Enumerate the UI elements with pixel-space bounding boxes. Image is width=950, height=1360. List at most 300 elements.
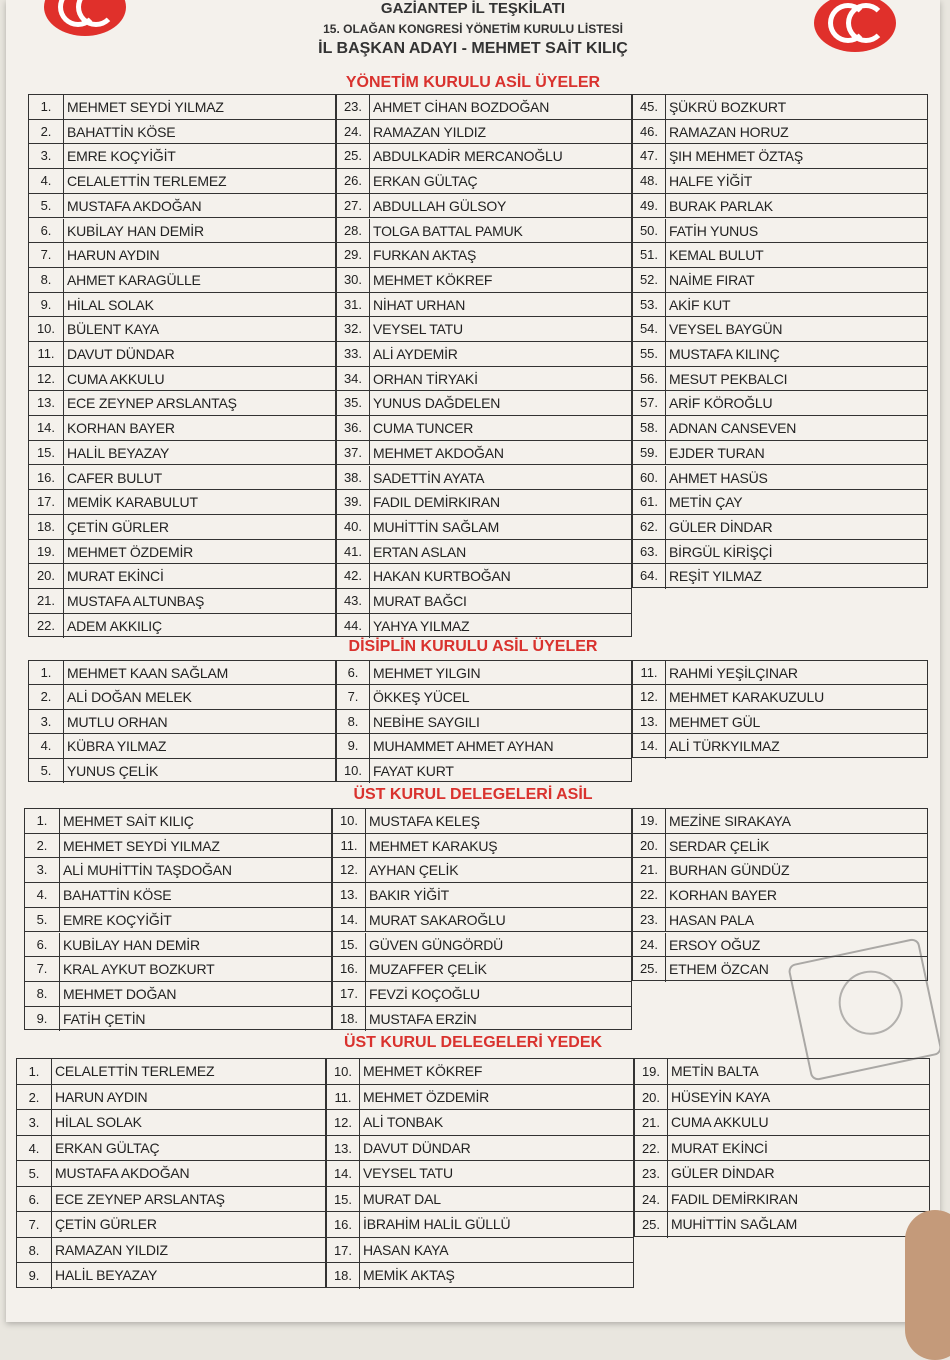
row-number: 3. (17, 1110, 52, 1135)
member-name: HAKAN KURTBOĞAN (373, 568, 511, 585)
table-row (633, 490, 927, 515)
row-number: 2. (29, 120, 64, 144)
row-number: 53. (633, 293, 666, 317)
member-name: RAHMİ YEŞİLÇINAR (669, 665, 798, 681)
row-number: 21. (635, 1110, 668, 1135)
table-row (337, 243, 631, 268)
member-table (634, 1058, 930, 1237)
section-title: YÖNETİM KURULU ASİL ÜYELER (345, 74, 601, 91)
table-row (17, 1238, 325, 1264)
member-name: HASAN KAYA (363, 1241, 449, 1258)
table-row (337, 95, 631, 120)
member-name: ÇETİN GÜRLER (55, 1216, 157, 1232)
member-name: MURAT EKİNCİ (671, 1139, 768, 1156)
row-number: 25. (635, 1212, 668, 1238)
row-number: 32. (337, 317, 370, 341)
table-row (635, 1085, 929, 1111)
member-name: MEHMET SAİT KILIÇ (63, 813, 194, 829)
member-name: ERKAN GÜLTAÇ (55, 1139, 160, 1156)
row-number: 24. (633, 933, 666, 957)
row-number: 55. (633, 342, 666, 366)
table-row (333, 809, 631, 834)
member-name: MEHMET ÖZDEMİR (67, 543, 194, 560)
row-number: 44. (337, 614, 370, 639)
member-name: MUZAFFER ÇELİK (369, 961, 487, 978)
table-row (337, 759, 631, 783)
table-row (25, 982, 331, 1007)
row-number: 1. (25, 809, 60, 833)
table-row (29, 490, 335, 515)
row-number: 5. (17, 1161, 52, 1186)
table-row (29, 144, 335, 169)
row-number: 57. (633, 391, 666, 415)
member-name: ŞÜKRÜ BOZKURT (669, 99, 786, 115)
row-number: 18. (29, 515, 64, 539)
member-name: YUNUS DAĞDELEN (373, 395, 501, 412)
table-row (337, 734, 631, 758)
member-name: MEHMET ÖZDEMİR (363, 1088, 490, 1105)
member-name: BAHATTİN KÖSE (67, 123, 176, 140)
row-number: 52. (633, 268, 666, 292)
table-row (17, 1161, 325, 1187)
row-number: 23. (635, 1161, 668, 1186)
section-title: ÜST KURUL DELEGELERİ YEDEK (343, 1034, 603, 1051)
row-number: 59. (633, 441, 666, 465)
member-name: GÜLER DİNDAR (669, 518, 773, 535)
table-row (337, 589, 631, 614)
table-row (29, 317, 335, 342)
table-row (633, 293, 927, 318)
table-row (25, 957, 331, 982)
member-name: ABDULLAH GÜLSOY (373, 197, 507, 214)
row-number: 22. (29, 614, 64, 639)
member-name: TOLGA BATTAL PAMUK (373, 222, 523, 239)
member-name: CUMA AKKULU (67, 370, 165, 387)
member-name: KRAL AYKUT BOZKURT (63, 961, 215, 978)
member-name: HARUN AYDIN (67, 247, 160, 264)
row-number: 16. (327, 1212, 360, 1237)
member-name: KEMAL BULUT (669, 247, 764, 264)
row-number: 4. (17, 1136, 52, 1161)
member-name: VEYSEL TATU (363, 1165, 453, 1181)
table-row (633, 809, 927, 834)
row-number: 7. (337, 685, 370, 708)
row-number: 9. (25, 1007, 60, 1032)
table-row (29, 416, 335, 441)
row-number: 9. (17, 1263, 52, 1289)
table-row (633, 194, 927, 219)
candidate-title: İL BAŞKAN ADAYI - MEHMET SAİT KILIÇ (318, 40, 628, 57)
member-name: MURAT DAL (363, 1190, 441, 1207)
member-name: MURAT SAKAROĞLU (369, 911, 506, 928)
table-row (29, 342, 335, 367)
row-number: 63. (633, 540, 666, 564)
table-row (327, 1085, 633, 1111)
member-name: BAHATTİN KÖSE (63, 887, 172, 904)
row-number: 24. (337, 120, 370, 144)
member-name: ALİ DOĞAN MELEK (67, 689, 192, 706)
table-row (25, 809, 331, 834)
table-row (633, 342, 927, 367)
row-number: 8. (25, 982, 60, 1006)
member-name: MUHİTTİN SAĞLAM (373, 518, 500, 535)
member-name: CUMA AKKULU (671, 1114, 769, 1130)
table-row (17, 1110, 325, 1136)
member-name: AYHAN ÇELİK (369, 862, 459, 879)
member-name: FURKAN AKTAŞ (373, 247, 477, 264)
member-name: KUBİLAY HAN DEMİR (63, 936, 200, 953)
row-number: 10. (333, 809, 366, 833)
member-name: MUSTAFA ERZİN (369, 1010, 477, 1027)
table-row (633, 883, 927, 908)
member-name: BAKIR YİĞİT (369, 887, 450, 904)
section-title: DİSİPLİN KURULU ASİL ÜYELER (348, 638, 598, 655)
row-number: 15. (327, 1187, 360, 1212)
member-name: NİHAT URHAN (373, 296, 466, 313)
table-row (29, 243, 335, 268)
member-name: BÜLENT KAYA (67, 321, 159, 338)
member-name: FADIL DEMİRKIRAN (671, 1190, 798, 1207)
row-number: 4. (25, 883, 60, 907)
row-number: 64. (633, 564, 666, 589)
table-row (29, 194, 335, 219)
member-name: HİLAL SOLAK (67, 296, 154, 313)
table-row (337, 661, 631, 685)
member-name: CUMA TUNCER (373, 420, 474, 437)
member-name: HALFE YİĞİT (669, 173, 753, 190)
row-number: 27. (337, 194, 370, 218)
table-row (337, 268, 631, 293)
row-number: 30. (337, 268, 370, 292)
table-row (29, 169, 335, 194)
member-name: KORHAN BAYER (67, 420, 175, 437)
table-row (29, 515, 335, 540)
row-number: 6. (25, 933, 60, 957)
table-row (327, 1110, 633, 1136)
table-row (29, 614, 335, 639)
member-name: EMRE KOÇYİĞİT (63, 911, 172, 928)
table-row (17, 1212, 325, 1238)
member-name: RAMAZAN YILDIZ (373, 123, 486, 140)
table-row (633, 685, 927, 709)
member-name: MUTLU ORHAN (67, 713, 168, 730)
row-number: 2. (17, 1085, 52, 1110)
table-row (633, 908, 927, 933)
member-name: MEHMET KÖKREF (373, 271, 493, 288)
member-name: MUSTAFA AKDOĞAN (55, 1165, 190, 1181)
member-name: KUBİLAY HAN DEMİR (67, 222, 204, 239)
row-number: 36. (337, 416, 370, 440)
table-row (337, 685, 631, 709)
member-name: MUSTAFA AKDOĞAN (67, 197, 202, 214)
table-row (333, 834, 631, 859)
row-number: 6. (337, 661, 370, 684)
member-name: RAMAZAN YILDIZ (55, 1241, 168, 1258)
table-row (633, 564, 927, 589)
member-name: MURAT EKİNCİ (67, 568, 164, 585)
row-number: 8. (337, 710, 370, 733)
row-number: 4. (29, 169, 64, 193)
row-number: 10. (337, 759, 370, 783)
thumb (905, 1210, 950, 1360)
row-number: 5. (29, 194, 64, 218)
member-name: ALİ TÜRKYILMAZ (669, 738, 780, 755)
member-name: VEYSEL TATU (373, 321, 463, 338)
table-row (337, 710, 631, 734)
member-name: FADIL DEMİRKIRAN (373, 494, 500, 511)
row-number: 15. (29, 441, 64, 465)
row-number: 62. (633, 515, 666, 539)
row-number: 20. (29, 564, 64, 588)
member-name: MUHİTTİN SAĞLAM (671, 1216, 798, 1232)
row-number: 14. (633, 734, 666, 758)
member-name: HİLAL SOLAK (55, 1114, 142, 1130)
section-title: ÜST KURUL DELEGELERİ ASİL (353, 786, 593, 803)
row-number: 49. (633, 194, 666, 218)
row-number: 34. (337, 367, 370, 391)
member-name: ALİ TONBAK (363, 1114, 443, 1130)
member-name: MUSTAFA KELEŞ (369, 813, 480, 829)
row-number: 29. (337, 243, 370, 267)
row-number: 16. (333, 957, 366, 981)
row-number: 60. (633, 466, 666, 490)
member-name: ADEM AKKILIÇ (67, 617, 162, 634)
member-name: ÖKKEŞ YÜCEL (373, 689, 470, 706)
table-row (633, 219, 927, 244)
row-number: 23. (337, 95, 370, 119)
row-number: 14. (327, 1161, 360, 1186)
row-number: 18. (333, 1007, 366, 1032)
table-row (333, 858, 631, 883)
member-name: ORHAN TİRYAKİ (373, 370, 478, 387)
member-name: YAHYA YILMAZ (373, 617, 470, 634)
member-name: ABDULKADİR MERCANOĞLU (373, 148, 563, 165)
row-number: 19. (29, 540, 64, 564)
member-name: VEYSEL BAYGÜN (669, 321, 783, 338)
row-number: 21. (29, 589, 64, 613)
row-number: 12. (29, 367, 64, 391)
row-number: 17. (327, 1238, 360, 1263)
row-number: 25. (633, 957, 666, 982)
row-number: 54. (633, 317, 666, 341)
member-name: CELALETTİN TERLEMEZ (55, 1063, 215, 1079)
member-name: ETHEM ÖZCAN (669, 961, 769, 978)
row-number: 11. (327, 1085, 360, 1110)
table-row (29, 95, 335, 120)
member-name: KÜBRA YILMAZ (67, 738, 167, 755)
row-number: 33. (337, 342, 370, 366)
row-number: 41. (337, 540, 370, 564)
table-row (337, 120, 631, 145)
row-number: 21. (633, 858, 666, 882)
row-number: 47. (633, 144, 666, 168)
member-name: YUNUS ÇELİK (67, 762, 159, 779)
table-row (337, 317, 631, 342)
table-row (633, 661, 927, 685)
row-number: 16. (29, 466, 64, 490)
member-table (336, 660, 632, 782)
table-row (337, 219, 631, 244)
table-row (337, 490, 631, 515)
row-number: 14. (29, 416, 64, 440)
table-row (337, 194, 631, 219)
member-name: MEHMET KARAKUZULU (669, 689, 825, 706)
member-name: MESUT PEKBALCI (669, 370, 788, 387)
row-number: 38. (337, 466, 370, 490)
table-row (29, 661, 335, 685)
member-name: HALİL BEYAZAY (55, 1267, 158, 1283)
member-name: FEVZİ KOÇOĞLU (369, 985, 480, 1002)
row-number: 40. (337, 515, 370, 539)
member-name: İBRAHİM HALİL GÜLLÜ (363, 1216, 511, 1232)
member-name: FATİH ÇETİN (63, 1010, 146, 1027)
table-row (635, 1161, 929, 1187)
table-row (633, 834, 927, 859)
row-number: 13. (633, 710, 666, 733)
row-number: 48. (633, 169, 666, 193)
member-name: HALİL BEYAZAY (67, 444, 170, 461)
member-name: SADETTİN AYATA (373, 469, 485, 486)
row-number: 11. (333, 834, 366, 858)
member-name: MUHAMMET AHMET AYHAN (373, 738, 554, 755)
table-row (333, 883, 631, 908)
member-name: MEMİK KARABULUT (67, 494, 198, 511)
member-name: ECE ZEYNEP ARSLANTAŞ (67, 395, 237, 412)
table-row (333, 982, 631, 1007)
member-name: METİN BALTA (671, 1063, 759, 1079)
table-row (333, 908, 631, 933)
table-row (633, 268, 927, 293)
row-number: 19. (633, 809, 666, 833)
row-number: 8. (17, 1238, 52, 1263)
table-row (633, 169, 927, 194)
row-number: 35. (337, 391, 370, 415)
table-row (327, 1212, 633, 1238)
row-number: 5. (29, 759, 64, 783)
member-table (326, 1058, 634, 1288)
document-sheet (6, 0, 940, 1322)
table-row (29, 710, 335, 734)
table-row (633, 95, 927, 120)
table-row (29, 441, 335, 466)
row-number: 13. (29, 391, 64, 415)
row-number: 6. (17, 1187, 52, 1212)
member-name: ALİ AYDEMİR (373, 346, 458, 362)
table-row (333, 933, 631, 958)
member-table (28, 94, 336, 637)
member-name: REŞİT YILMAZ (669, 568, 762, 585)
row-number: 18. (327, 1263, 360, 1289)
row-number: 7. (25, 957, 60, 981)
member-name: EJDER TURAN (669, 444, 765, 461)
table-row (633, 144, 927, 169)
row-number: 51. (633, 243, 666, 267)
table-row (633, 858, 927, 883)
table-row (635, 1212, 929, 1238)
row-number: 7. (29, 243, 64, 267)
table-row (337, 169, 631, 194)
row-number: 12. (327, 1110, 360, 1135)
table-row (327, 1187, 633, 1213)
row-number: 46. (633, 120, 666, 144)
row-number: 22. (635, 1136, 668, 1161)
member-name: ARİF KÖROĞLU (669, 395, 773, 412)
member-name: ERKAN GÜLTAÇ (373, 173, 478, 190)
member-table (336, 94, 632, 637)
member-name: GÜLER DİNDAR (671, 1165, 775, 1181)
row-number: 6. (29, 219, 64, 243)
table-row (327, 1238, 633, 1264)
table-row (337, 342, 631, 367)
table-row (633, 734, 927, 758)
table-row (327, 1161, 633, 1187)
table-row (633, 540, 927, 565)
member-table (28, 660, 336, 782)
member-name: AHMET CİHAN BOZDOĞAN (373, 99, 550, 115)
table-row (25, 834, 331, 859)
row-number: 3. (29, 144, 64, 168)
table-row (29, 268, 335, 293)
row-number: 12. (633, 685, 666, 708)
member-name: ALİ MUHİTTİN TAŞDOĞAN (63, 862, 232, 879)
row-number: 10. (29, 317, 64, 341)
table-row (29, 734, 335, 758)
table-row (17, 1136, 325, 1162)
member-name: MEHMET SEYDİ YILMAZ (63, 837, 220, 854)
member-name: HÜSEYİN KAYA (671, 1088, 770, 1105)
table-row (635, 1187, 929, 1213)
row-number: 2. (25, 834, 60, 858)
member-name: HARUN AYDIN (55, 1088, 148, 1105)
table-row (633, 317, 927, 342)
row-number: 5. (25, 908, 60, 932)
member-name: EMRE KOÇYİĞİT (67, 148, 176, 165)
table-row (29, 564, 335, 589)
table-row (29, 391, 335, 416)
member-name: GÜVEN GÜNGÖRDÜ (369, 936, 504, 953)
member-table (632, 660, 928, 758)
row-number: 9. (337, 734, 370, 757)
row-number: 2. (29, 685, 64, 708)
row-number: 3. (29, 710, 64, 733)
table-row (633, 710, 927, 734)
member-name: SERDAR ÇELİK (669, 837, 770, 854)
table-row (337, 391, 631, 416)
table-row (633, 515, 927, 540)
row-number: 43. (337, 589, 370, 613)
table-row (29, 466, 335, 491)
member-name: MEZİNE SIRAKAYA (669, 813, 791, 829)
member-name: ŞIH MEHMET ÖZTAŞ (669, 148, 803, 165)
table-row (337, 144, 631, 169)
table-row (25, 908, 331, 933)
member-name: MEHMET KARAKUŞ (369, 837, 498, 854)
row-number: 50. (633, 219, 666, 243)
member-name: BURHAN GÜNDÜZ (669, 862, 790, 879)
table-row (337, 416, 631, 441)
table-row (29, 589, 335, 614)
member-table (632, 94, 928, 588)
member-name: MEHMET YILGIN (373, 665, 481, 681)
member-table (332, 808, 632, 1030)
member-name: NEBİHE SAYGILI (373, 713, 480, 730)
table-row (333, 957, 631, 982)
row-number: 11. (633, 661, 666, 684)
row-number: 11. (29, 342, 64, 366)
table-row (29, 759, 335, 783)
table-row (333, 1007, 631, 1032)
member-name: ERTAN ASLAN (373, 543, 466, 560)
